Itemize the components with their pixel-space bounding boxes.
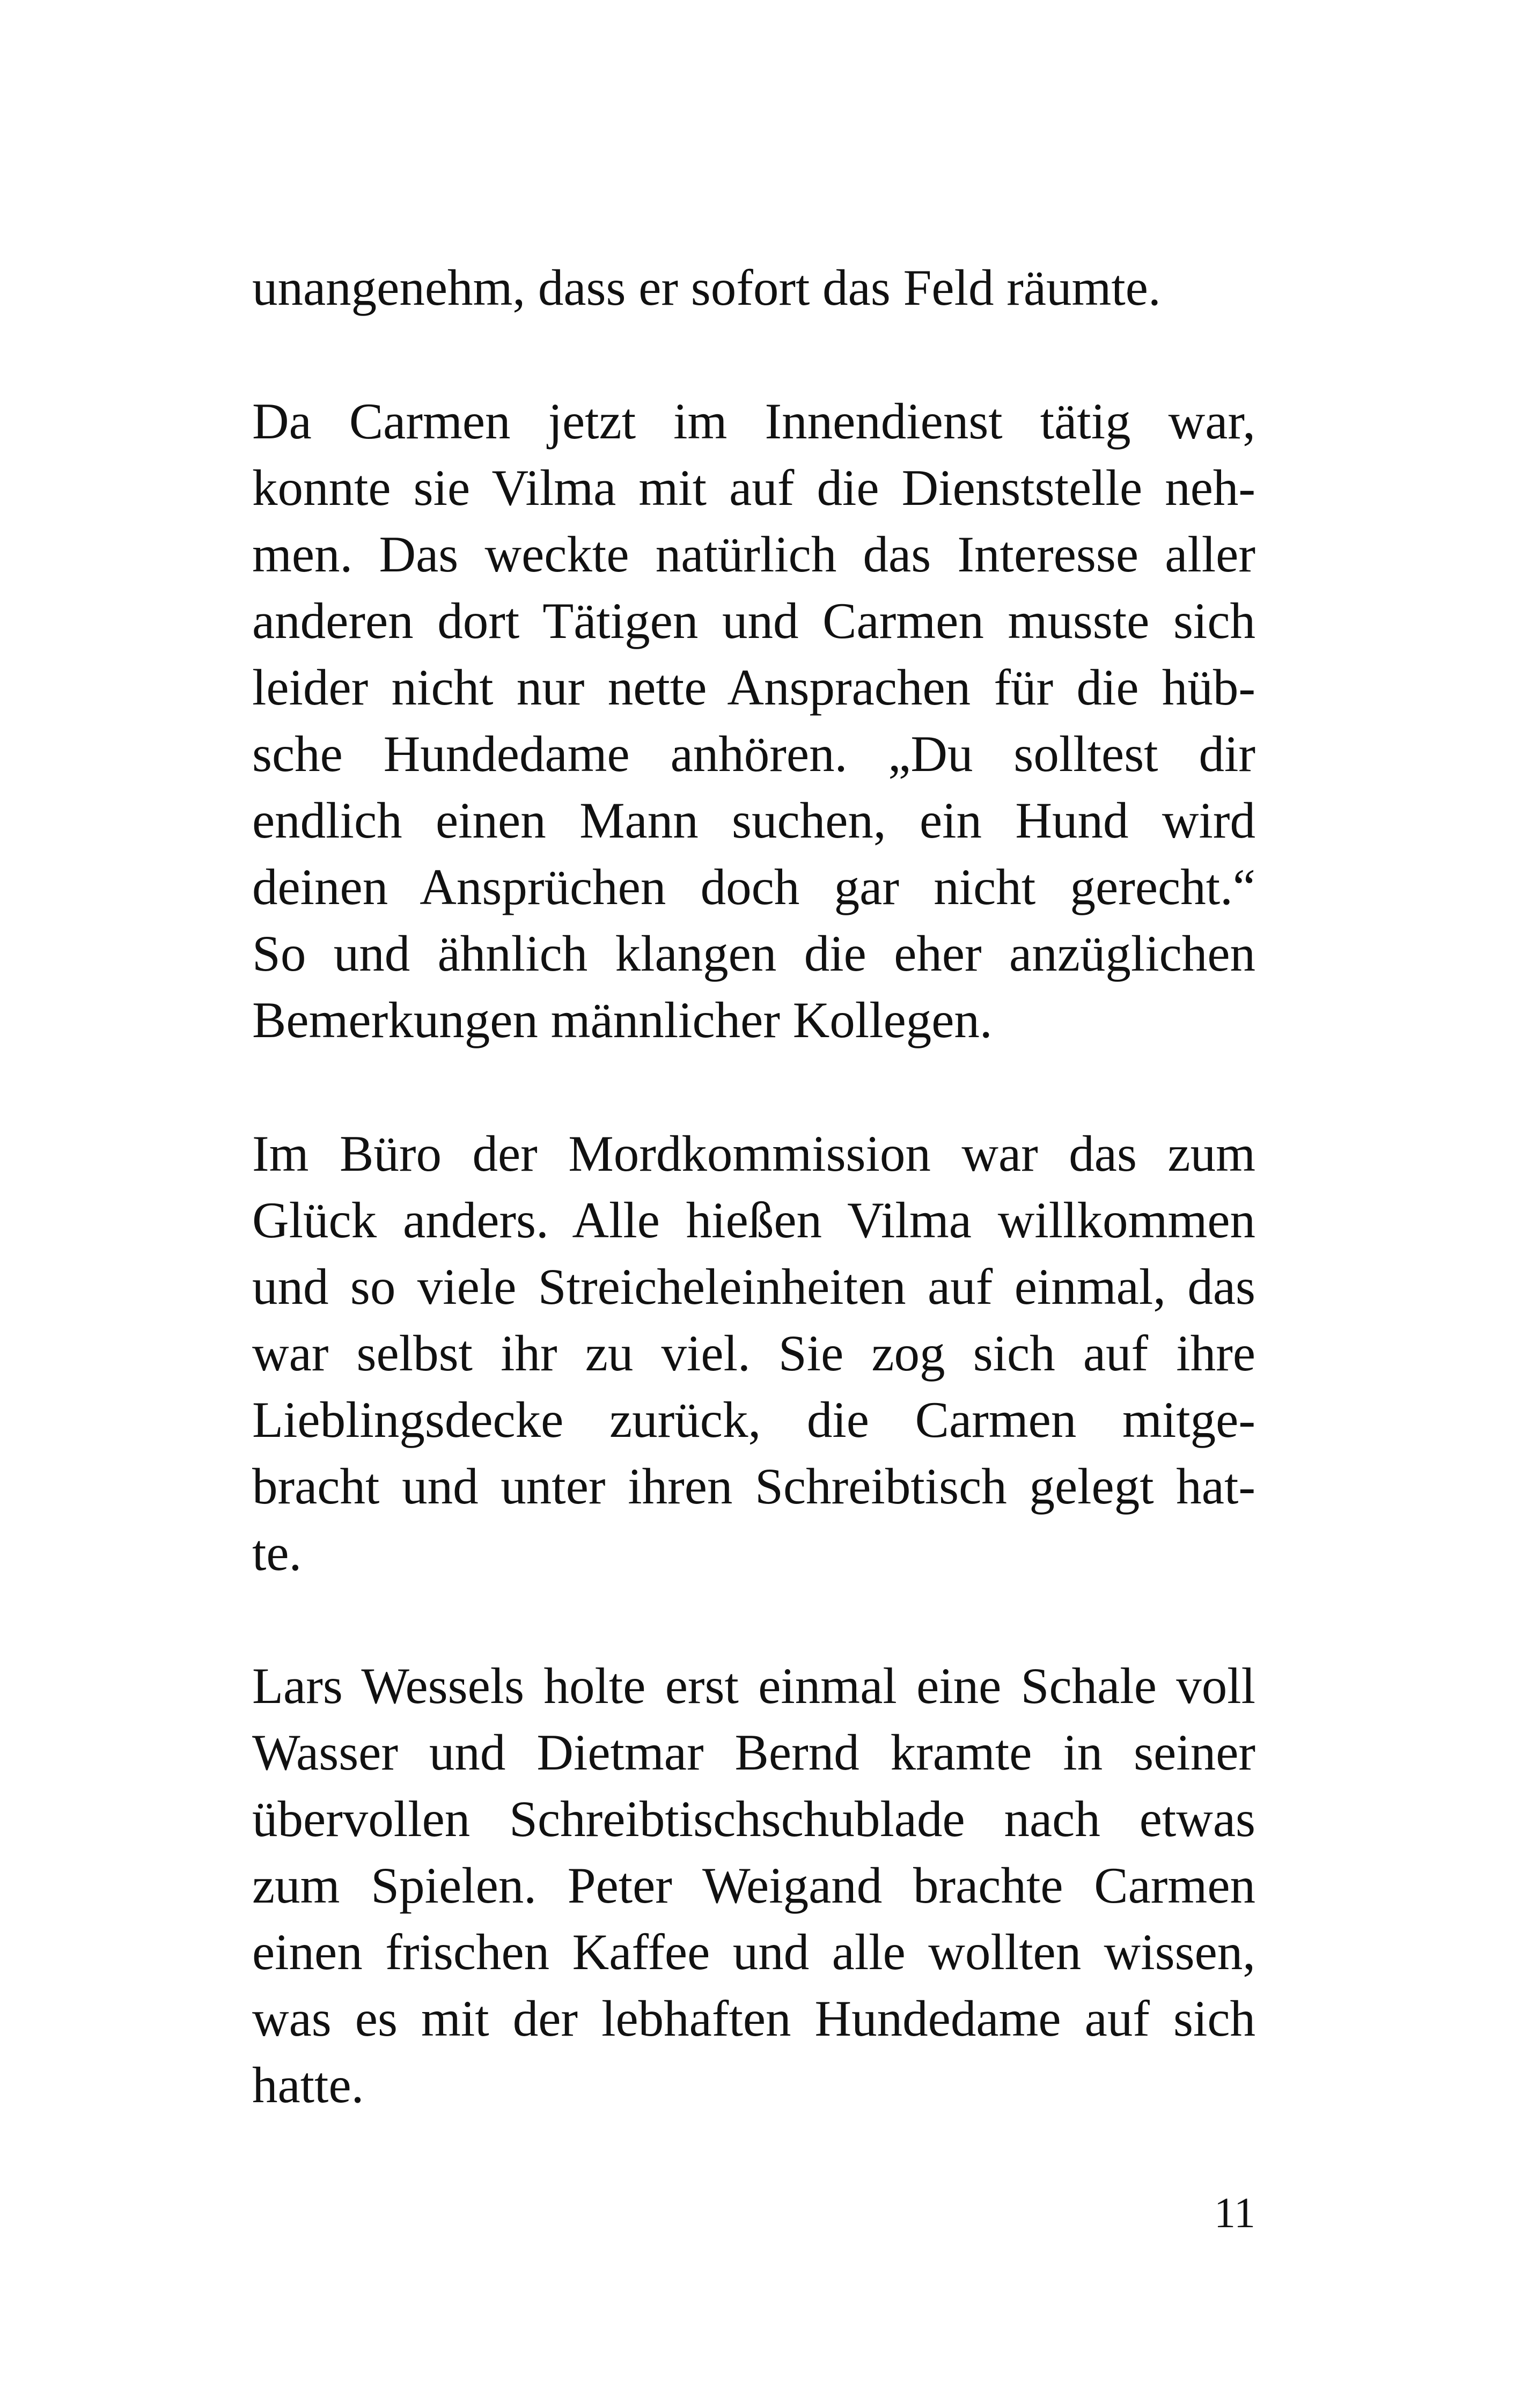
paragraph-3-line-3: und so viele Streicheleinheiten auf einmal, das: [252, 1258, 1255, 1315]
paragraph-4-line-1: Lars Wessels holte erst einmal eine Schale voll: [252, 1657, 1255, 1714]
paragraph-2-line-9: So und ähnlich klangen die eher anzüglichen: [252, 925, 1255, 982]
paragraph-3-line-7: te.: [252, 1524, 302, 1581]
paragraph-3-line-1: Im Büro der Mordkommission war das zum: [252, 1125, 1255, 1182]
paragraph-3-line-5: Lieblingsdecke zurück, die Carmen mitge-: [252, 1391, 1255, 1448]
paragraph-2-line-4: anderen dort Tätigen und Carmen musste sich: [252, 592, 1255, 649]
paragraph-2-line-7: endlich einen Mann suchen, ein Hund wird: [252, 792, 1255, 849]
paragraph-4-line-5: einen frischen Kaffee und alle wollten wissen,: [252, 1924, 1255, 1980]
paragraph-4-line-4: zum Spielen. Peter Weigand brachte Carmen: [252, 1857, 1255, 1914]
paragraph-2-line-10: Bemerkungen männlicher Kollegen.: [252, 992, 993, 1048]
paragraph-4-line-6: was es mit der lebhaften Hundedame auf sich: [252, 1990, 1255, 2047]
paragraph-3-line-2: Glück anders. Alle hießen Vilma willkommen: [252, 1192, 1255, 1249]
paragraph-2-line-6: sche Hundedame anhören. „Du solltest dir: [252, 725, 1255, 782]
paragraph-2-line-2: konnte sie Vilma mit auf die Dienststelle neh-: [252, 459, 1255, 516]
paragraph-4-line-2: Wasser und Dietmar Bernd kramte in seiner: [252, 1724, 1255, 1781]
paragraph-2-line-5: leider nicht nur nette Ansprachen für die hüb-: [252, 659, 1255, 716]
paragraph-3-line-6: bracht und unter ihren Schreibtisch gelegt hat-: [252, 1458, 1255, 1515]
paragraph-2-line-1: Da Carmen jetzt im Innendienst tätig war,: [252, 393, 1255, 450]
paragraph-4-line-7: hatte.: [252, 2057, 364, 2113]
paragraph-4-line-3: übervollen Schreibtischschublade nach etwas: [252, 1790, 1255, 1847]
paragraph-1-line-1: unangenehm, dass er sofort das Feld räumte.: [252, 259, 1161, 316]
paragraph-3-line-4: war selbst ihr zu viel. Sie zog sich auf ihre: [252, 1325, 1255, 1382]
paragraph-2-line-3: men. Das weckte natürlich das Interesse aller: [252, 526, 1255, 583]
page-number: 11: [1214, 2190, 1255, 2237]
paragraph-2-line-8: deinen Ansprüchen doch gar nicht gerecht.“: [252, 858, 1255, 915]
